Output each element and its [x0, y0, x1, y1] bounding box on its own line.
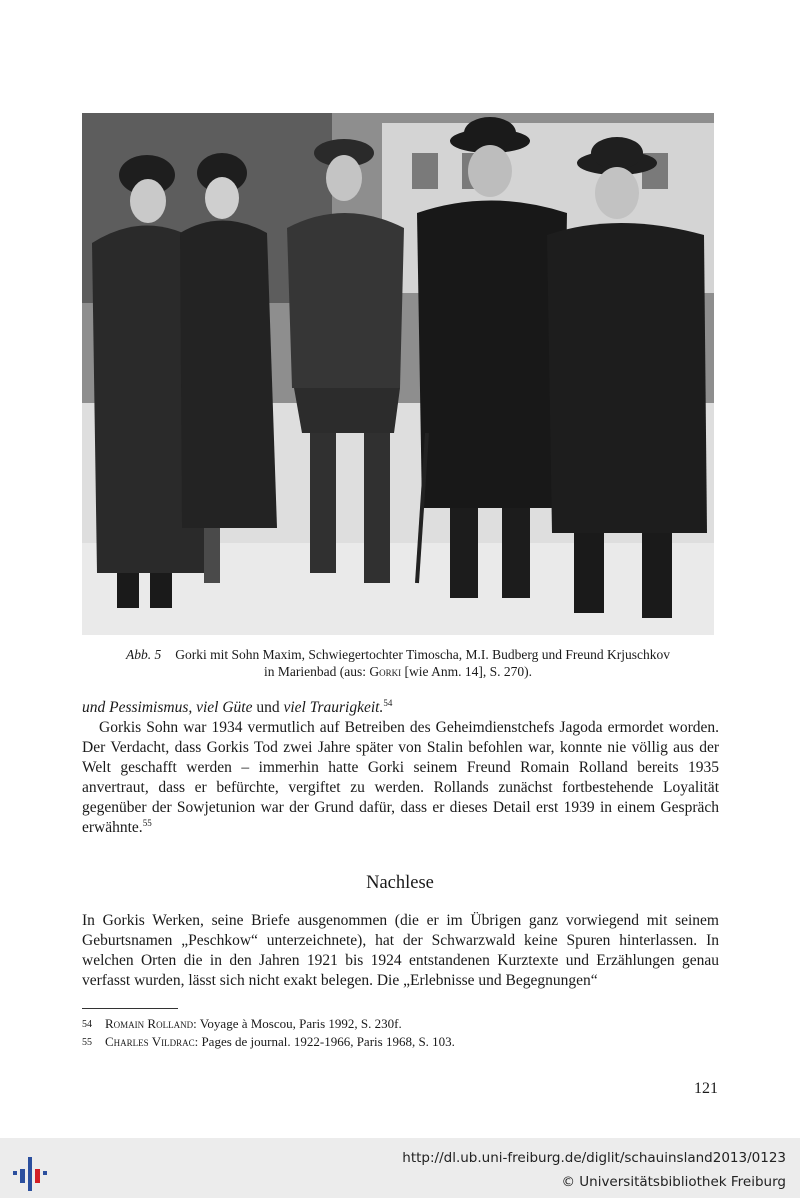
- footnote-citation: : Voyage à Moscou, Paris 1992, S. 230f.: [193, 1016, 402, 1031]
- footnote-citation: : Pages de journal. 1922-1966, Paris 1968, S. 103.: [194, 1034, 455, 1049]
- caption-source-author: Gorki: [369, 664, 402, 679]
- figure-caption: [82, 646, 714, 680]
- permalink-url[interactable]: http://dl.ub.uni-freiburg.de/diglit/schauinsland2013/0123: [402, 1150, 786, 1166]
- caption-line-2-pre: in Marienbad (aus:: [264, 664, 370, 679]
- footnote-ref-54[interactable]: 54: [383, 697, 393, 708]
- paragraph-gorki-son: [82, 718, 719, 838]
- ub-freiburg-logo-icon: [13, 1151, 49, 1191]
- library-footer-bar: [0, 1138, 800, 1198]
- figure-label: Abb. 5: [126, 647, 162, 662]
- section-heading: Nachlese: [366, 873, 434, 893]
- footnote-number: 55: [82, 1037, 92, 1048]
- page-number: 121: [694, 1080, 718, 1097]
- copyright-notice: © Universitätsbibliothek Freiburg: [561, 1174, 786, 1190]
- body-paragraphs-2: [82, 911, 719, 991]
- photo-illustration: [82, 113, 714, 635]
- footnote-ref-55[interactable]: 55: [142, 817, 152, 828]
- footnote-text: [105, 1033, 455, 1051]
- caption-line-1: Gorki mit Sohn Maxim, Schwiegertochter Timoscha, M.I. Budberg und Freund Krjuschkov: [175, 647, 670, 662]
- footnote-55: [82, 1033, 455, 1051]
- italic-phrase-2: viel Traurigkeit.: [283, 699, 384, 716]
- paragraph-quote-end: [82, 698, 719, 718]
- italic-phrase-1: und Pessimismus, viel Güte: [82, 699, 253, 716]
- footnotes: [82, 1015, 455, 1051]
- body-paragraphs-1: [82, 698, 719, 838]
- footnote-54: [82, 1015, 455, 1033]
- paragraph-gorki-son-text: Gorkis Sohn war 1934 vermutlich auf Betreiben des Geheimdienstchefs Jagoda ermordet worden. Der Verdacht, dass Gorkis Tod zwei Jahre später von Stalin befohlen war, konnte nie völlig aus der Welt geschafft werden – immerhin hatte Gorki seinem Freund Romain Rolland bereits 1935 anvertraut, dass er befürchte, vergiftet zu werden. Rollands zunächst fortbestehende Loyalität gegenüber der Sowjetunion war der Grund dafür, dass er dieses Detail erst 1939 in einem Gespräch erwähnte.: [82, 719, 719, 836]
- footnote-text: [105, 1015, 402, 1033]
- footnote-number: 54: [82, 1019, 92, 1030]
- footnote-author: Romain Rolland: [105, 1016, 194, 1031]
- footnote-author: Charles Vildrac: [105, 1034, 195, 1049]
- plain-connector: und: [252, 699, 284, 716]
- caption-line-2-post: [wie Anm. 14], S. 270).: [401, 664, 532, 679]
- historical-photograph: [82, 113, 714, 635]
- footnote-separator: [82, 1008, 178, 1009]
- paragraph-nachlese: In Gorkis Werken, seine Briefe ausgenommen (die er im Übrigen ganz vorwiegend mit seinem Geburtsnamen „Peschkow“ unterzeichnete), hat der Schwarzwald keine Spuren hinterlassen. In welchen Orten die in den Jahren 1921 bis 1924 entstandenen Kurztexte und Erzählungen genau verfasst wurden, lässt sich nicht exakt belegen. Die „Erlebnisse und Begegnungen“: [82, 912, 719, 989]
